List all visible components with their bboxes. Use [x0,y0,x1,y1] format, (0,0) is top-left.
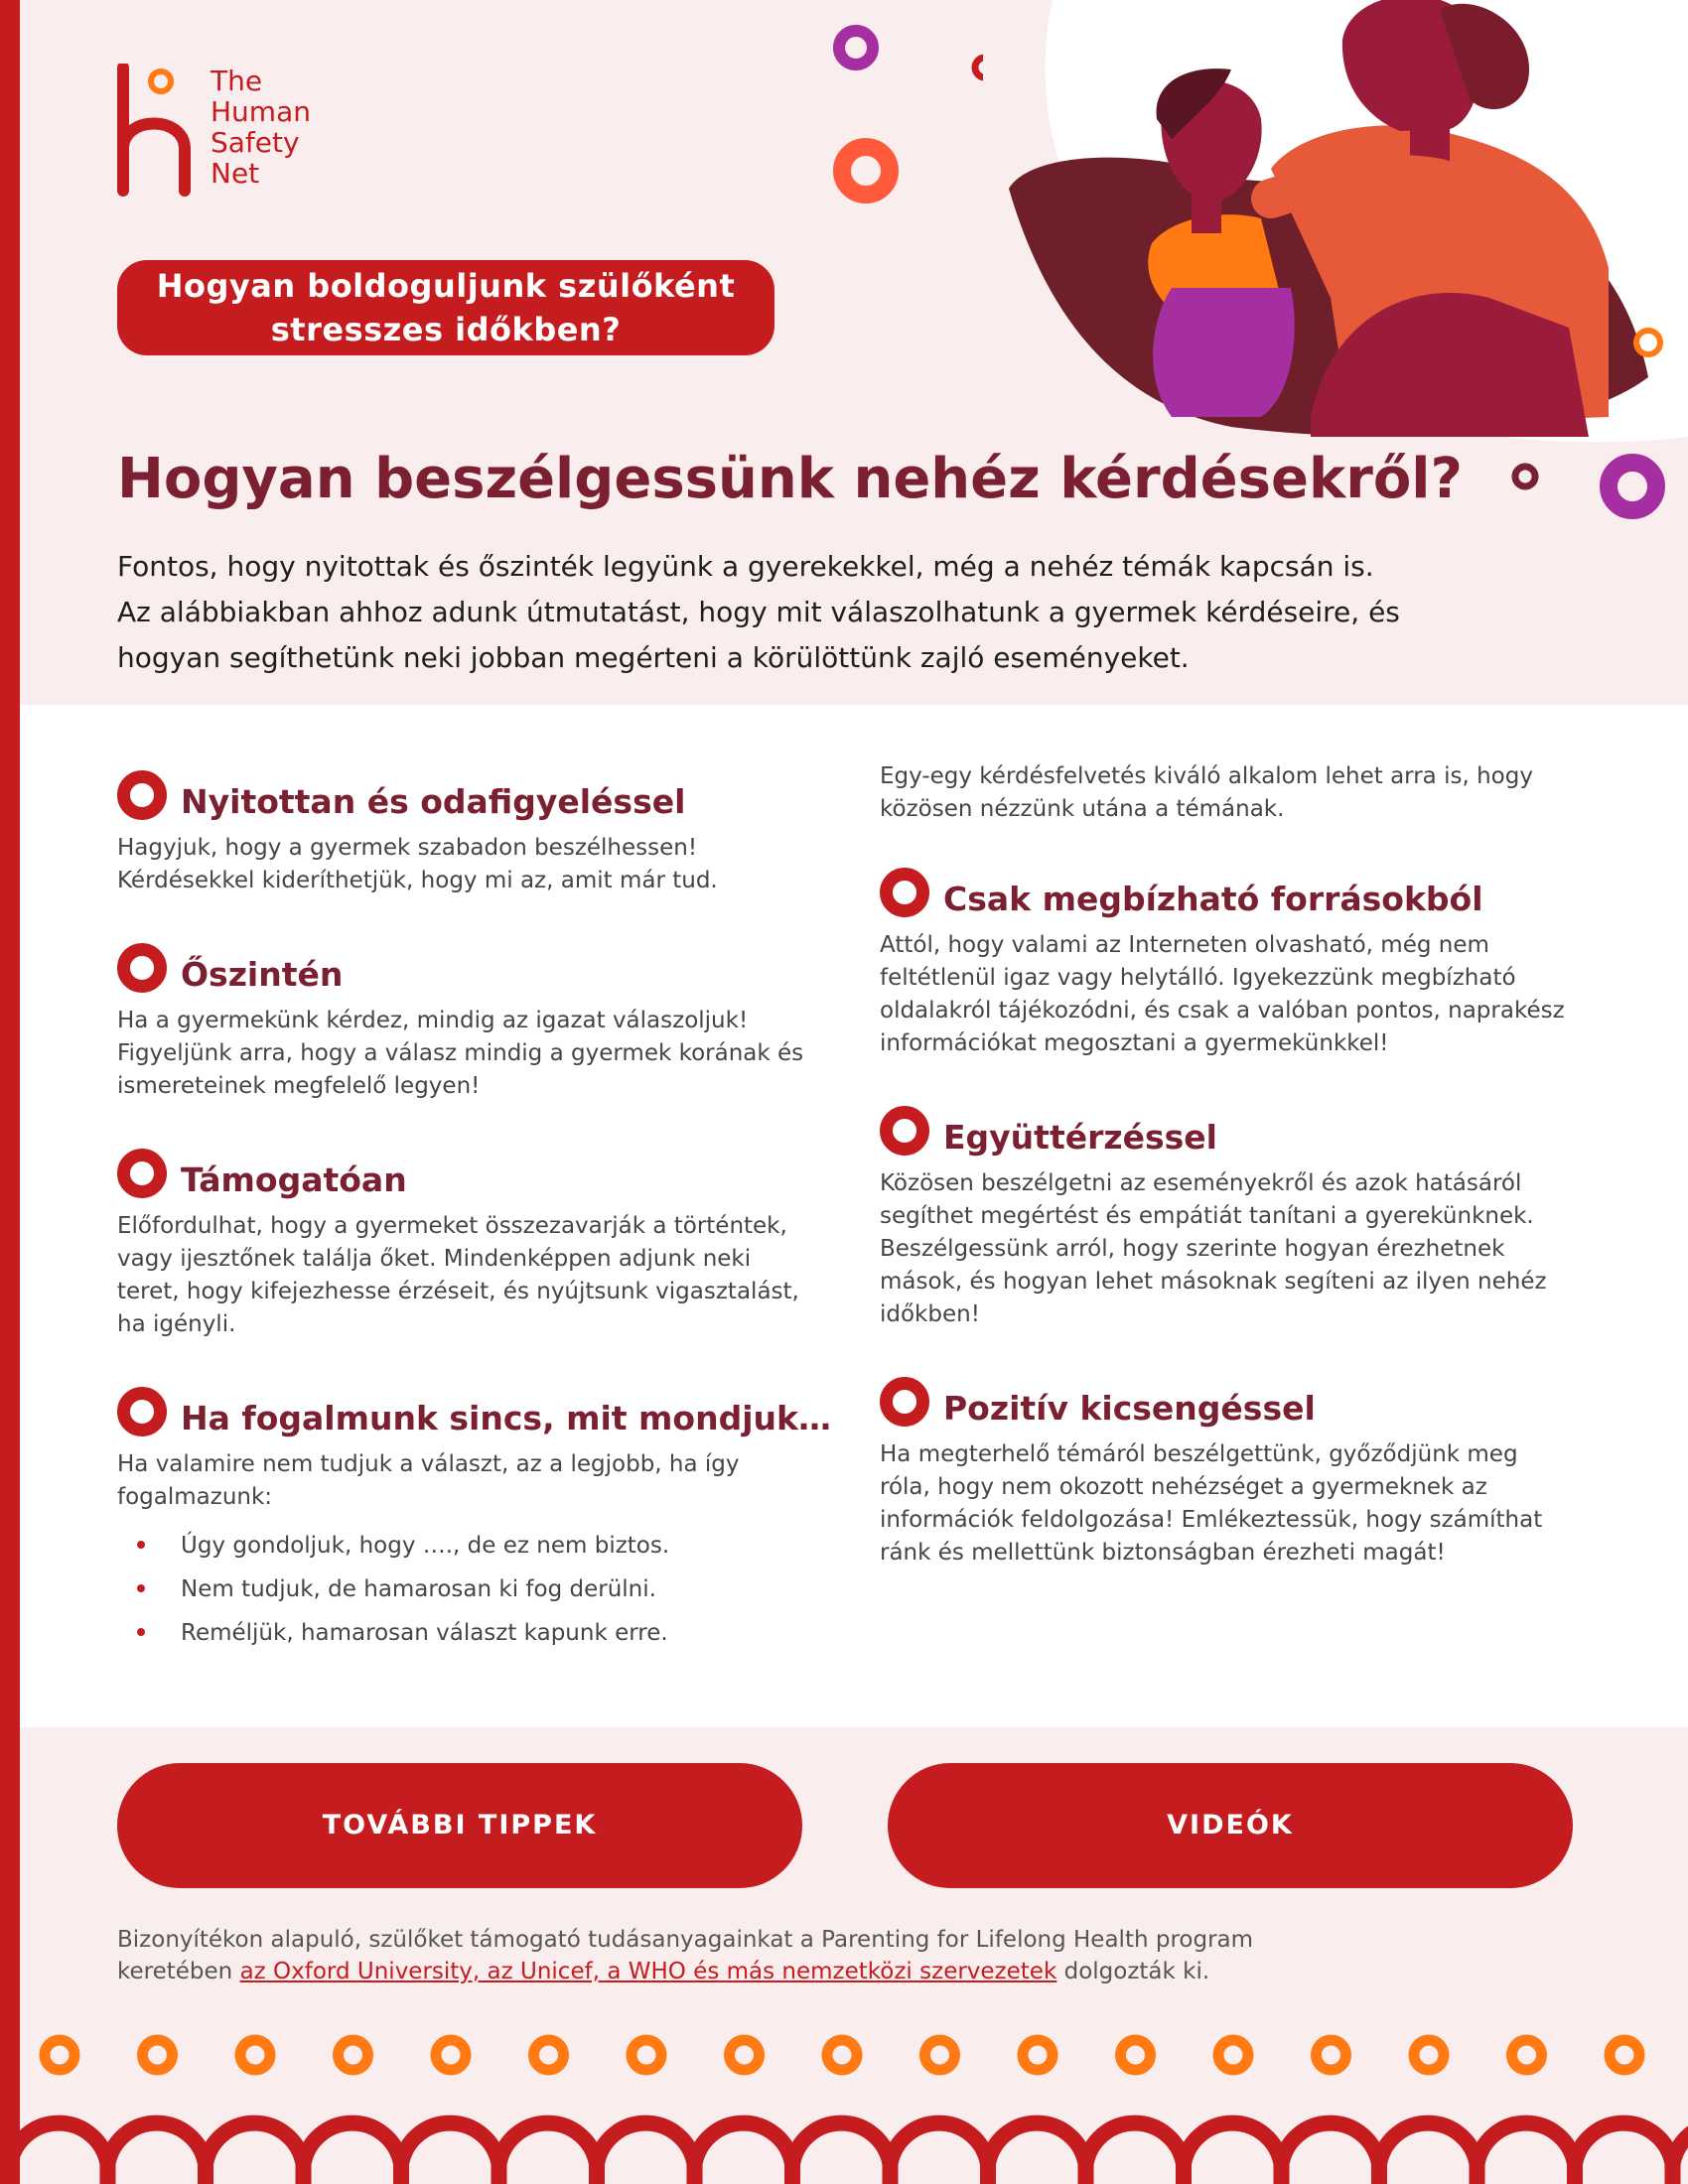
section-honest [117,935,812,1103]
body-line: róla, hogy nem okozott nehézséget a gyermeknek az [880,1474,1487,1500]
decorative-arch [401,2123,499,2184]
decorative-arch [206,2123,304,2184]
decorative-arch [1184,2123,1282,2184]
decorative-arch [10,2123,108,2184]
ring-bullet-icon [117,943,167,993]
decorative-dot [339,2040,368,2070]
section-title: Nyitottan és odafigyeléssel [181,782,686,821]
phrase-list [117,1524,812,1655]
decorative-arch [891,2123,989,2184]
body-line: Kérdésekkel kideríthetjük, hogy mi az, amit már tud. [117,868,718,893]
decorative-arch [1575,2123,1673,2184]
credits-text [117,1924,1253,1987]
decorative-arch [1086,2123,1185,2184]
intro-paragraph [117,544,1607,681]
credits-suffix: dolgozták ki. [1056,1959,1210,1984]
decorative-arch [597,2123,695,2184]
body-line: Beszélgessünk arról, hogy szerinte hogyan érezhetnek [880,1236,1505,1262]
body-line: Attól, hogy valami az Interneten olvasható, még nem [880,932,1489,958]
body-line: információkat megosztani a gyermekünkkel! [880,1030,1389,1056]
logo-line-1: The [211,65,263,97]
decorative-dot [1023,2040,1053,2070]
body-line: oldalakról tájékozódni, és csak a valóban pontos, naprakész [880,998,1565,1024]
decorative-dot [1512,2040,1542,2070]
more-tips-button[interactable]: TOVÁBBI TIPPEK [117,1763,802,1888]
body-line: Hagyjuk, hogy a gyermek szabadon beszélhessen! [117,835,698,861]
section-title: Támogatóan [181,1160,407,1199]
decorative-arch [1379,2123,1477,2184]
decorative-dot [1121,2040,1151,2070]
credits-prefix: keretében [117,1959,240,1984]
body-line: Ha megterhelő témáról beszélgettünk, győződjünk meg [880,1441,1518,1467]
decorative-arches-pattern [0,2025,1688,2184]
body-line: ismereteinek megfelelő legyen! [117,1073,481,1099]
logo-wordmark [211,66,311,189]
section-empathy [880,1098,1575,1331]
decorative-dot [1610,2040,1639,2070]
left-accent-bar [0,0,20,2184]
body-line: Ha valamire nem tudjuk a választ, az a legjobb, ha így [117,1451,740,1477]
section-title: Együttérzéssel [943,1118,1217,1157]
section-no-idea [117,1379,831,1655]
ring-bullet-icon [880,1377,929,1427]
decorative-dot [436,2040,466,2070]
body-line: Előfordulhat, hogy a gyermeket összezavarják a történtek, [117,1213,787,1239]
list-item: Reméljük, hamarosan választ kapunk erre. [117,1611,812,1655]
section-body [117,1210,812,1341]
body-line: Közösen beszélgetni az eseményekről és azok hatásáról [880,1170,1522,1196]
decorative-arch [304,2123,402,2184]
body-line: teret, hogy kifejezhesse érzéseit, és nyújtsunk vigasztalást, [117,1279,799,1304]
left-column [117,762,831,1693]
partners-link[interactable]: az Oxford University, az Unicef, a WHO és más nemzetközi szervezetek [239,1959,1057,1984]
series-tag-line-1: Hogyan boldoguljunk szülőként [156,267,736,305]
ring-bullet-icon [880,868,929,917]
decorative-arch [1282,2123,1380,2184]
decorative-dot [1414,2040,1444,2070]
decorative-dot [827,2040,857,2070]
body-line: információk feldolgozása! Emlékeztessük, hogy számíthat [880,1507,1543,1533]
logo-line-3: Safety [211,126,300,159]
ring-bullet-icon [117,1387,167,1436]
decorative-dot [240,2040,270,2070]
list-item: Nem tudjuk, de hamarosan ki fog derülni. [117,1568,812,1611]
decorative-rings-right [1499,447,1688,546]
body-line: Ha a gyermekünk kérdez, mindig az igazat válaszoljuk! [117,1008,749,1033]
intro-line: Fontos, hogy nyitottak és őszinték legyünk a gyerekekkel, még a nehéz témák kapcsán is. [117,550,1374,583]
body-line: feltétlenül igaz vagy helytálló. Igyekezzünk megbízható [880,965,1516,991]
body-line: Figyeljünk arra, hogy a válasz mindig a gyermek korának és [117,1040,804,1066]
section-positive-ending [880,1369,1575,1570]
decorative-dot [730,2040,760,2070]
body-line: vagy ijesztőnek találja őket. Mindenképpen adjunk neki [117,1246,752,1272]
intro-line: hogyan segíthetünk neki jobban megérteni a körülöttünk zajló eseményeket. [117,641,1190,674]
section-title: Csak megbízható forrásokból [943,880,1483,918]
body-line: időkben! [880,1301,980,1327]
section-body [117,832,812,897]
section-supportive [117,1141,812,1341]
body-line: mások, és hogyan lehet másoknak segíteni az ilyen nehéz [880,1269,1547,1295]
credits-line-2 [117,1956,1253,1987]
list-item: Úgy gondoljuk, hogy …., de ez nem biztos. [117,1524,812,1568]
decorative-arch [1477,2123,1576,2184]
section-title: Pozitív kicsengéssel [943,1389,1316,1428]
series-tag [117,260,774,355]
section-body [880,1438,1575,1570]
decorative-dot [534,2040,564,2070]
decorative-arch [695,2123,793,2184]
section-open-attentive [117,762,812,897]
right-intro [880,760,1575,826]
body-line: fogalmazunk: [117,1484,273,1510]
decorative-dot [632,2040,661,2070]
decorative-rings-top [824,20,983,208]
body-line: Egy-egy kérdésfelvetés kiváló alkalom lehet arra is, hogy [880,763,1533,789]
credits-line-1: Bizonyítékon alapuló, szülőket támogató tudásanyagainkat a Parenting for Lifelong Health program [117,1927,1254,1953]
section-body [880,1167,1575,1331]
logo-line-4: Net [211,157,260,190]
ring-bullet-icon [880,1106,929,1156]
decorative-arch [988,2123,1086,2184]
body-line: közösen nézzünk utána a témának. [880,796,1285,822]
decorative-dot [925,2040,955,2070]
body-line: segíthet megértést és empátiát tanítani a gyerekünknek. [880,1203,1534,1229]
section-body [117,1448,812,1514]
decorative-arch [1673,2123,1688,2184]
decorative-dot [1317,2040,1346,2070]
videos-button[interactable]: VIDEÓK [888,1763,1573,1888]
right-column [880,760,1575,1607]
ring-bullet-icon [117,770,167,820]
section-reliable-sources [880,860,1575,1060]
logo-line-2: Human [211,95,311,128]
page-title: Hogyan beszélgessünk nehéz kérdésekről? [117,447,1463,511]
series-tag-line-2: stresszes időkben? [270,311,622,348]
decorative-arch [792,2123,891,2184]
body-line: ha igényli. [117,1311,236,1337]
section-body [880,929,1575,1060]
ring-bullet-icon [117,1149,167,1198]
decorative-arch [108,2123,207,2184]
body-line: ránk és mellettünk biztonságban érezheti magát! [880,1540,1446,1566]
intro-line: Az alábbiakban ahhoz adunk útmutatást, hogy mit válaszolhatunk a gyermek kérdéseire, és [117,596,1400,628]
parent-child-illustration [973,0,1688,457]
section-title: Ha fogalmunk sincs, mit mondjuk… [181,1399,831,1437]
section-title: Őszintén [181,955,344,994]
decorative-dot [45,2040,74,2070]
decorative-dot [1218,2040,1248,2070]
section-body [117,1005,812,1103]
decorative-dot [143,2040,173,2070]
decorative-arch [499,2123,598,2184]
